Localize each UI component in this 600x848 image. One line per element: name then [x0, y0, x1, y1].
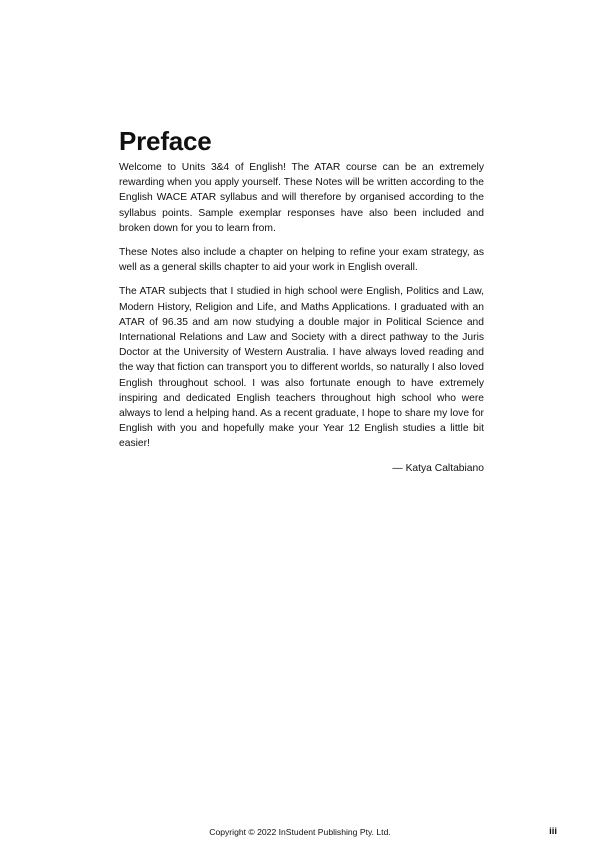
paragraph-intro: Welcome to Units 3&4 of English! The ATAR course can be an extremely rewarding when you apply yourself. These Notes will be written according to the English WACE ATAR syllabus and will therefore by organised according to the syllabus points. Sample exemplar responses have also been included and broken down for you to learn from.	[119, 162, 484, 234]
author-signature: — Katya Caltabiano	[392, 462, 484, 474]
page-number: iii	[549, 826, 557, 837]
preface-section	[119, 126, 484, 476]
paragraph-author-bio: The ATAR subjects that I studied in high school were English, Politics and Law, Modern History, Religion and Life, and Maths Applications. I graduated with an ATAR of 96.35 and am now studying a double major in Political Science and International Relations and Law and Society with a direct pathway to the Juris Doctor at the University of Western Australia. I have always loved reading and the way that fiction can transport you to different worlds, so naturally I also loved English throughout school. I was also fortunate enough to have extremely inspiring and dedicated English teachers throughout high school who were always to lend a helping hand. As a recent graduate, I hope to share my love for English with you and hopefully make your Year 12 English studies a little bit easier!	[119, 286, 484, 450]
page-title: Preface	[119, 126, 212, 156]
footer-copyright: Copyright © 2022 InStudent Publishing Pty. Ltd.	[209, 827, 391, 837]
paragraph-contents: These Notes also include a chapter on helping to refine your exam strategy, as well as a general skills chapter to aid your work in English overall.	[119, 247, 484, 274]
